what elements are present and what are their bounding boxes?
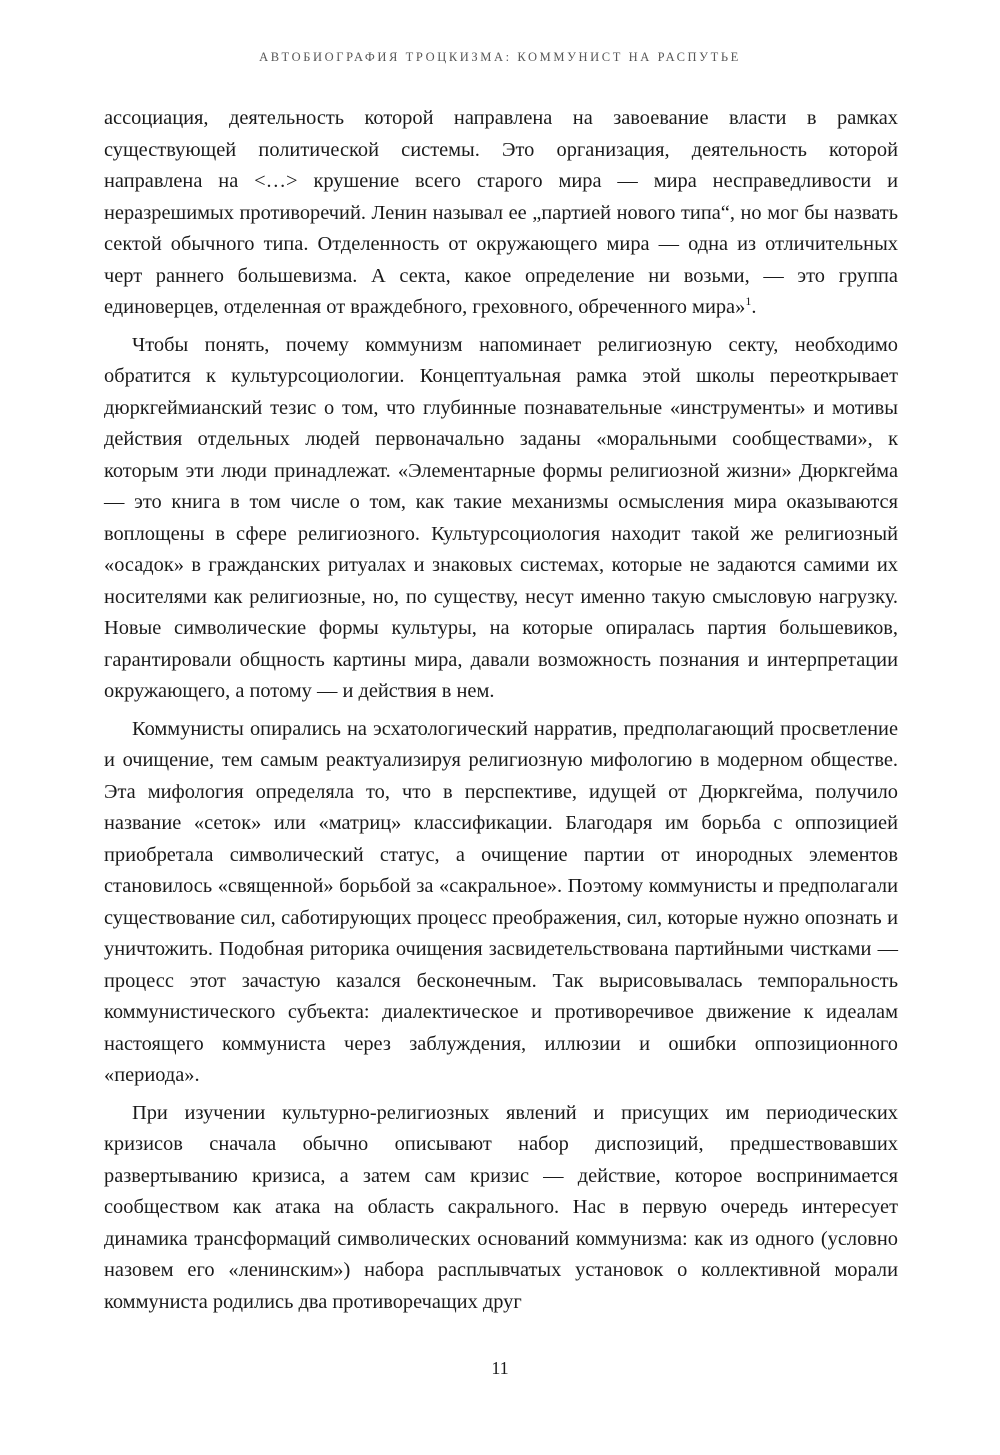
paragraph-1 xyxy=(104,103,898,324)
paragraph-2: Чтобы понять, почему коммунизм напоминает религиозную секту, необходимо обратится к культурсоциологии. Концептуальная рамка этой школы переоткрывает дюркгеймианский тезис о том, что глубинные познавательные «инструменты» и мотивы действия отдельных людей первоначально заданы «моральными сообществами», к которым эти люди принадлежат. «Элементарные формы религиозной жизни» Дюркгейма — это книга в том числе о том, как такие механизмы осмысления мира оказываются воплощены в сфере религиозного. Культурсоциология находит такой же религиозный «осадок» в гражданских ритуалах и знаковых системах, которые не задаются самими их носителями как религиозные, но, по существу, несут именно такую смысловую нагрузку. Новые символические формы культуры, на которые опиралась партия большевиков, гарантировали общность картины мира, давали возможность познания и интерпретации окружающего, а потому — и действия в нем. xyxy=(104,333,898,702)
footnote-reference[interactable]: 1 xyxy=(745,294,752,309)
body-text xyxy=(104,103,898,1318)
paragraph-1-text: ассоциация, деятельность которой направлена на завоевание власти в рамках существующей политической системы. Это организация, деятельность которой направлена на <…> крушение всего старого мира — мира несправедливости и неразрешимых противоречий. Ленин называл ее „партией нового типа“, но мог бы назвать сектой обычного типа. Отделенность от окружающего мира — одна из отличительных черт раннего большевизма. А секта, какое определение ни возьми, — это группа единоверцев, отделенная от враждебного, греховного, обреченного мира» xyxy=(104,107,898,318)
paragraph-4: При изучении культурно-религиозных явлений и присущих им периодических кризисов сначала обычно описывают набор диспозиций, предшествовавших развертыванию кризиса, а затем сам кризис — действие, которое воспринимается сообществом как атака на область сакрального. Нас в первую очередь интересует динамика трансформаций символических оснований коммунизма: как из одного (условно назовем его «ленинским») набора расплывчатых установок о коллективной морали коммуниста родились два противоречащих друг xyxy=(104,1101,898,1313)
paragraph-3: Коммунисты опирались на эсхатологический нарратив, предполагающий просветление и очищение, тем самым реактуализируя религиозную мифологию в модерном обществе. Эта мифология определяла то, что в перспективе, идущей от Дюркгейма, получило название «сеток» или «матриц» классификации. Благодаря им борьба с оппозицией приобретала символический статус, а очищение партии от инородных элементов становилось «священной» борьбой за «сакральное». Поэтому коммунисты и предполагали существование сил, саботирующих процесс преображения, сил, которые нужно опознать и уничтожить. Подобная риторика очищения засвидетельствована партийными чистками — процесс этот зачастую казался бесконечным. Так вырисовывалась темпоральность коммунистического субъекта: диалектическое и противоречивое движение к идеалам настоящего коммуниста через заблуждения, иллюзии и ошибки оппозиционного «периода». xyxy=(104,717,898,1086)
running-head: АВТОБИОГРАФИЯ ТРОЦКИЗМА: КОММУНИСТ НА РАСПУТЬЕ xyxy=(259,50,741,64)
page-number: 11 xyxy=(491,1358,509,1378)
paragraph-1-tail: . xyxy=(751,296,757,318)
